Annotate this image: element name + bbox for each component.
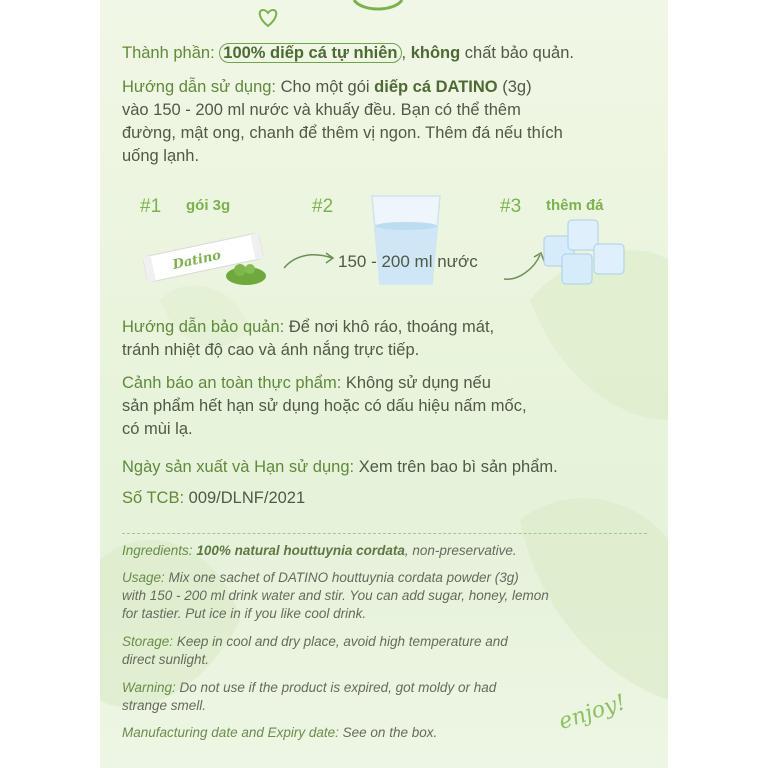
enjoy-decor-text: enjoy! <box>555 690 629 735</box>
vn-tcb: Số TCB: 009/DLNF/2021 <box>122 489 306 507</box>
sachet-icon <box>136 222 276 292</box>
svg-text:Datino: Datino <box>171 248 223 273</box>
en-ingredients: Ingredients: 100% natural houttuynia cordata, non-preservative. <box>122 543 517 558</box>
section-divider <box>122 533 647 534</box>
en-warning: Warning: Do not use if the product is expired, got moldy or had strange smell. <box>122 680 497 713</box>
vn-usage: Hướng dẫn sử dụng: Cho một gói diếp cá DATINO (3g) vào 150 - 200 ml nước và khuấy đều. Bạn có thể thêm đường, mật ong, chanh để thêm vị ngon. Thêm đá nếu thích uống lạnh. <box>122 78 563 165</box>
arrow-icon <box>280 244 340 274</box>
en-storage: Storage: Keep in cool and dry place, avoid high temperature and direct sunlight. <box>122 634 508 667</box>
vn-storage: Hướng dẫn bảo quản: Để nơi khô ráo, thoáng mát, tránh nhiệt độ cao và ánh nắng trực tiếp. <box>122 318 495 359</box>
vn-ingredients: Thành phần: 100% diếp cá tự nhiên , không chất bảo quản. <box>122 44 574 62</box>
heart-leaf-icon <box>256 4 280 28</box>
ice-icon <box>538 214 638 294</box>
en-dates: Manufacturing date and Expiry date: See on the box. <box>122 725 438 740</box>
en-usage: Usage: Mix one sachet of DATINO houttuynia cordata powder (3g) with 150 - 200 ml drink water and stir. You can add sugar, honey, lemon for tastier. Put ice in if you like cool drink. <box>122 570 549 621</box>
vn-dates: Ngày sản xuất và Hạn sử dụng: Xem trên bao bì sản phẩm. <box>122 458 558 476</box>
vn-warning: Cảnh báo an toàn thực phẩm: Không sử dụng nếu sản phẩm hết hạn sử dụng hoặc có dấu hiệu nấm mốc, có mùi lạ. <box>122 374 527 438</box>
top-logo-arc <box>348 0 408 14</box>
glass-icon <box>366 190 446 290</box>
highlight-natural: 100% diếp cá tự nhiên <box>219 43 401 63</box>
product-label: Thành phần: 100% diếp cá tự nhiên , không chất bảo quản. Hướng dẫn sử dụng: Cho một gói diếp cá DATINO (3g) vào 150 - 200 ml nước và khuấy đều. Bạn có thể thêm đường, mật ong, chanh để thêm vị ngon. Thêm đá nếu thích uống lạnh. #1 gói 3g Datino #2 150 - 200 ml nước #3 thêm đá Hướng dẫn bảo quản: Để nơi khô ráo, thoáng mát, tránh nhiệt độ cao và ánh nắng trực tiếp. Cảnh báo an toàn thực phẩm: Không sử dụng nếu sản phẩm hết hạn sử dụng hoặc có dấu hiệu nấm mốc, có mùi lạ. Ngày sản xuất và Hạn sử dụng: Xem trên bao bì sản phẩm. Số TCB: 009/DLNF/2021 Ingredients: 100% natural houttuynia cordata, non-preservative. Usage: Mix one sachet of DATINO houttuynia cordata powder (3g) with 150 - 200 ml drink water and stir. You can add sugar, honey, lemon for tastier. Put ice in if you like cool drink. Storage: Keep in cool and dry place, avoid high temperature and direct sunlight. Warning: Do not use if the product is expired, got moldy or had strange smell. Manufacturing date and Expiry date: See on the box. enjoy! <box>100 0 668 768</box>
